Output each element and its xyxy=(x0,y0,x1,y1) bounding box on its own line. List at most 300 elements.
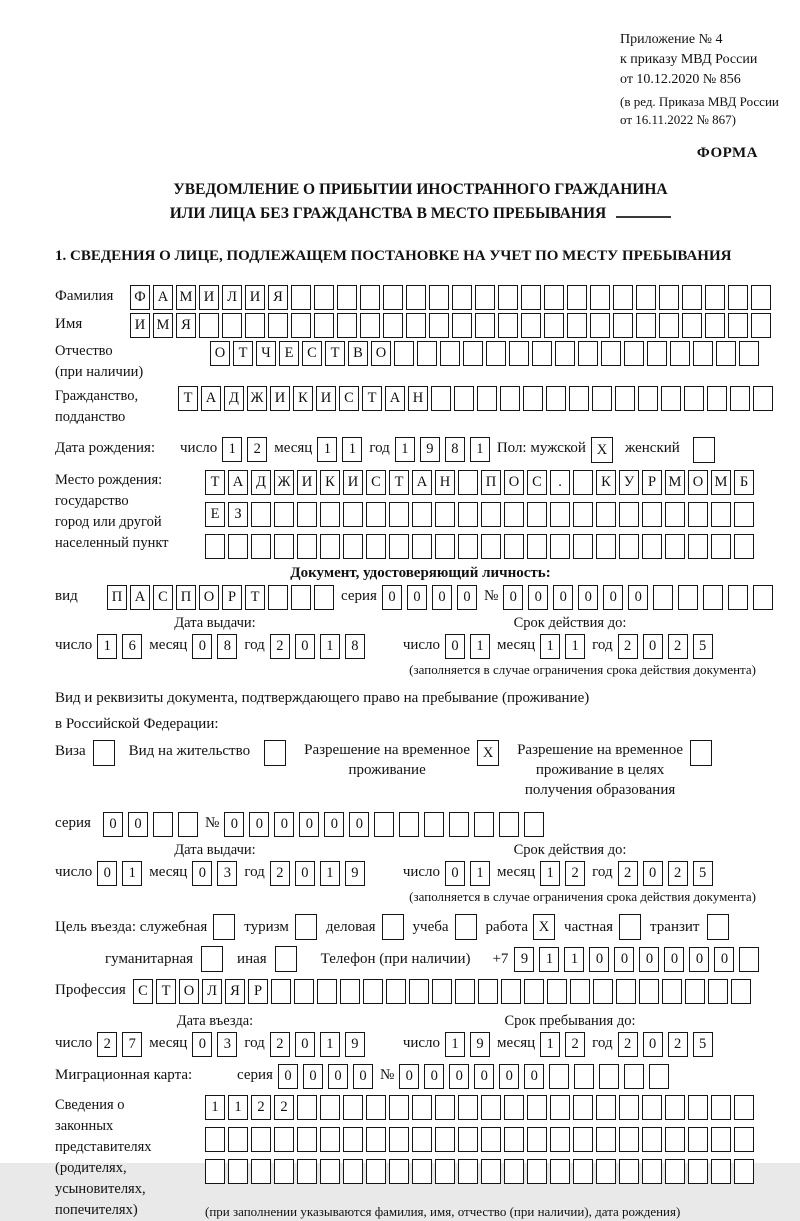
legal-reps-cell[interactable]: 2 xyxy=(274,1095,294,1120)
legal-reps-cell[interactable] xyxy=(435,1159,455,1184)
phone-cell[interactable]: 0 xyxy=(589,947,609,972)
birth-place-cell[interactable] xyxy=(619,502,639,527)
patronymic-cell[interactable] xyxy=(739,341,759,366)
citizenship-cell[interactable]: А xyxy=(201,386,221,411)
surname-cell[interactable] xyxy=(475,285,495,310)
legal-reps-cell[interactable] xyxy=(688,1095,708,1120)
patronymic-cell[interactable] xyxy=(509,341,529,366)
stay-month-cell[interactable]: 2 xyxy=(565,1032,585,1057)
legal-reps-cell[interactable] xyxy=(573,1159,593,1184)
birth-place-cell[interactable] xyxy=(619,534,639,559)
given-name-cell[interactable] xyxy=(659,313,679,338)
identity-issue-month-cell[interactable]: 8 xyxy=(217,634,237,659)
legal-reps-cell[interactable] xyxy=(481,1095,501,1120)
surname-cell[interactable] xyxy=(682,285,702,310)
residence-number-cell[interactable] xyxy=(424,812,444,837)
legal-reps-cell[interactable] xyxy=(458,1127,478,1152)
migration-number-cell[interactable]: 0 xyxy=(449,1064,469,1089)
surname-cell[interactable] xyxy=(498,285,518,310)
residence-issue-year-cell[interactable]: 1 xyxy=(320,861,340,886)
patronymic-cell[interactable] xyxy=(716,341,736,366)
legal-reps-cell[interactable] xyxy=(297,1159,317,1184)
legal-reps-cell[interactable]: 1 xyxy=(205,1095,225,1120)
profession-cell[interactable] xyxy=(593,979,613,1004)
migration-number-cell[interactable]: 0 xyxy=(524,1064,544,1089)
legal-reps-cell[interactable] xyxy=(642,1159,662,1184)
residence-number-cell[interactable] xyxy=(524,812,544,837)
birth-month-cell[interactable]: 1 xyxy=(342,437,362,462)
surname-cell[interactable]: И xyxy=(245,285,265,310)
patronymic-cell[interactable]: Т xyxy=(325,341,345,366)
birth-place-cell[interactable] xyxy=(458,470,478,495)
given-name-cell[interactable] xyxy=(452,313,472,338)
citizenship-cell[interactable]: Д xyxy=(224,386,244,411)
profession-cell[interactable] xyxy=(317,979,337,1004)
surname-cell[interactable]: Ф xyxy=(130,285,150,310)
residence-valid-month-cell[interactable]: 1 xyxy=(540,861,560,886)
identity-issue-year-cell[interactable]: 0 xyxy=(295,634,315,659)
birth-place-cell[interactable] xyxy=(711,502,731,527)
residence-valid-year-cell[interactable]: 5 xyxy=(693,861,713,886)
patronymic-cell[interactable] xyxy=(647,341,667,366)
patronymic-cell[interactable]: Е xyxy=(279,341,299,366)
birth-place-cell[interactable] xyxy=(642,502,662,527)
birth-place-cell[interactable]: К xyxy=(320,470,340,495)
doc-number-cell[interactable]: 0 xyxy=(628,585,648,610)
given-name-cell[interactable] xyxy=(429,313,449,338)
phone-cell[interactable]: 0 xyxy=(664,947,684,972)
citizenship-cell[interactable] xyxy=(523,386,543,411)
entry-year-cell[interactable]: 2 xyxy=(270,1032,290,1057)
legal-reps-cell[interactable] xyxy=(228,1127,248,1152)
entry-day-cell[interactable]: 7 xyxy=(122,1032,142,1057)
residence-issue-year-cell[interactable]: 0 xyxy=(295,861,315,886)
profession-cell[interactable]: С xyxy=(133,979,153,1004)
birth-place-cell[interactable] xyxy=(297,502,317,527)
given-name-cell[interactable] xyxy=(360,313,380,338)
profession-cell[interactable] xyxy=(340,979,360,1004)
residence-issue-month-cell[interactable]: 3 xyxy=(217,861,237,886)
surname-cell[interactable] xyxy=(291,285,311,310)
doc-number-cell[interactable] xyxy=(728,585,748,610)
purpose-business-cell[interactable] xyxy=(382,914,404,940)
surname-cell[interactable] xyxy=(521,285,541,310)
birth-place-cell[interactable] xyxy=(573,502,593,527)
citizenship-cell[interactable] xyxy=(684,386,704,411)
stay-day-cell[interactable]: 1 xyxy=(445,1032,465,1057)
phone-cell[interactable] xyxy=(739,947,759,972)
residence-series-cell[interactable] xyxy=(178,812,198,837)
profession-cell[interactable] xyxy=(708,979,728,1004)
birth-place-cell[interactable]: И xyxy=(343,470,363,495)
birth-place-cell[interactable]: К xyxy=(596,470,616,495)
entry-year-cell[interactable]: 9 xyxy=(345,1032,365,1057)
identity-valid-year-cell[interactable]: 2 xyxy=(618,634,638,659)
birth-place-cell[interactable]: Н xyxy=(435,470,455,495)
patronymic-cell[interactable] xyxy=(486,341,506,366)
doc-kind-cell[interactable]: А xyxy=(130,585,150,610)
profession-cell[interactable] xyxy=(271,979,291,1004)
legal-reps-cell[interactable] xyxy=(711,1127,731,1152)
legal-reps-cell[interactable] xyxy=(642,1095,662,1120)
identity-issue-year-cell[interactable]: 1 xyxy=(320,634,340,659)
patronymic-cell[interactable] xyxy=(417,341,437,366)
patronymic-cell[interactable]: О xyxy=(210,341,230,366)
surname-cell[interactable]: И xyxy=(199,285,219,310)
surname-cell[interactable] xyxy=(751,285,771,310)
legal-reps-cell[interactable] xyxy=(389,1095,409,1120)
legal-reps-cell[interactable] xyxy=(251,1159,271,1184)
legal-reps-cell[interactable] xyxy=(481,1159,501,1184)
given-name-cell[interactable] xyxy=(406,313,426,338)
legal-reps-cell[interactable] xyxy=(343,1159,363,1184)
birth-place-cell[interactable]: С xyxy=(366,470,386,495)
doc-kind-cell[interactable] xyxy=(268,585,288,610)
residence-issue-year-cell[interactable]: 2 xyxy=(270,861,290,886)
birth-place-cell[interactable]: . xyxy=(550,470,570,495)
legal-reps-cell[interactable] xyxy=(619,1159,639,1184)
identity-valid-month-cell[interactable]: 1 xyxy=(565,634,585,659)
citizenship-cell[interactable]: К xyxy=(293,386,313,411)
identity-valid-day-cell[interactable]: 1 xyxy=(470,634,490,659)
legal-reps-cell[interactable] xyxy=(412,1159,432,1184)
doc-series-cell[interactable]: 0 xyxy=(382,585,402,610)
given-name-cell[interactable] xyxy=(475,313,495,338)
migration-number-cell[interactable]: 0 xyxy=(399,1064,419,1089)
residence-number-cell[interactable]: 0 xyxy=(274,812,294,837)
birth-place-cell[interactable] xyxy=(366,502,386,527)
migration-number-cell[interactable]: 0 xyxy=(424,1064,444,1089)
legal-reps-cell[interactable] xyxy=(435,1095,455,1120)
residence-number-cell[interactable] xyxy=(449,812,469,837)
profession-cell[interactable] xyxy=(524,979,544,1004)
legal-reps-cell[interactable]: 2 xyxy=(251,1095,271,1120)
given-name-cell[interactable] xyxy=(705,313,725,338)
given-name-cell[interactable] xyxy=(567,313,587,338)
legal-reps-cell[interactable] xyxy=(665,1127,685,1152)
doc-kind-cell[interactable] xyxy=(291,585,311,610)
birth-place-cell[interactable] xyxy=(596,502,616,527)
birth-place-cell[interactable]: П xyxy=(481,470,501,495)
patronymic-cell[interactable] xyxy=(624,341,644,366)
doc-number-cell[interactable] xyxy=(653,585,673,610)
birth-place-cell[interactable] xyxy=(251,502,271,527)
birth-place-cell[interactable] xyxy=(596,534,616,559)
residence-number-cell[interactable]: 0 xyxy=(299,812,319,837)
birth-place-cell[interactable] xyxy=(734,502,754,527)
birth-place-cell[interactable]: О xyxy=(504,470,524,495)
surname-cell[interactable] xyxy=(659,285,679,310)
citizenship-cell[interactable] xyxy=(454,386,474,411)
entry-day-cell[interactable]: 2 xyxy=(97,1032,117,1057)
residence-valid-year-cell[interactable]: 2 xyxy=(618,861,638,886)
legal-reps-cell[interactable] xyxy=(734,1095,754,1120)
patronymic-cell[interactable]: В xyxy=(348,341,368,366)
surname-cell[interactable] xyxy=(567,285,587,310)
birth-place-cell[interactable] xyxy=(320,502,340,527)
birth-place-cell[interactable] xyxy=(688,534,708,559)
birth-place-cell[interactable] xyxy=(665,502,685,527)
migration-number-cell[interactable] xyxy=(599,1064,619,1089)
purpose-transit-cell[interactable] xyxy=(707,914,729,940)
surname-cell[interactable]: М xyxy=(176,285,196,310)
entry-year-cell[interactable]: 0 xyxy=(295,1032,315,1057)
stay-month-cell[interactable]: 1 xyxy=(540,1032,560,1057)
legal-reps-cell[interactable] xyxy=(688,1159,708,1184)
birth-place-cell[interactable] xyxy=(688,502,708,527)
legal-reps-cell[interactable] xyxy=(366,1127,386,1152)
doc-number-cell[interactable] xyxy=(678,585,698,610)
surname-cell[interactable]: Л xyxy=(222,285,242,310)
given-name-cell[interactable] xyxy=(751,313,771,338)
residence-series-cell[interactable] xyxy=(153,812,173,837)
given-name-cell[interactable]: М xyxy=(153,313,173,338)
stay-year-cell[interactable]: 0 xyxy=(643,1032,663,1057)
legal-reps-cell[interactable] xyxy=(711,1095,731,1120)
birth-place-cell[interactable]: Т xyxy=(389,470,409,495)
surname-cell[interactable] xyxy=(544,285,564,310)
birth-day-cell[interactable]: 2 xyxy=(247,437,267,462)
purpose-tourism-cell[interactable] xyxy=(295,914,317,940)
birth-place-cell[interactable] xyxy=(642,534,662,559)
profession-cell[interactable] xyxy=(616,979,636,1004)
legal-reps-cell[interactable] xyxy=(205,1159,225,1184)
doc-kind-cell[interactable]: С xyxy=(153,585,173,610)
birth-place-cell[interactable]: Т xyxy=(205,470,225,495)
doc-kind-cell[interactable]: Т xyxy=(245,585,265,610)
citizenship-cell[interactable]: Ж xyxy=(247,386,267,411)
birth-place-cell[interactable] xyxy=(435,534,455,559)
residence-number-cell[interactable] xyxy=(474,812,494,837)
migration-number-cell[interactable] xyxy=(574,1064,594,1089)
legal-reps-cell[interactable] xyxy=(596,1159,616,1184)
birth-place-cell[interactable] xyxy=(412,534,432,559)
doc-kind-cell[interactable]: П xyxy=(176,585,196,610)
residence-valid-year-cell[interactable]: 2 xyxy=(668,861,688,886)
identity-issue-day-cell[interactable]: 1 xyxy=(97,634,117,659)
doc-kind-cell[interactable]: П xyxy=(107,585,127,610)
legal-reps-cell[interactable] xyxy=(619,1095,639,1120)
entry-month-cell[interactable]: 0 xyxy=(192,1032,212,1057)
residence-series-cell[interactable]: 0 xyxy=(103,812,123,837)
surname-cell[interactable] xyxy=(429,285,449,310)
citizenship-cell[interactable] xyxy=(431,386,451,411)
birth-place-cell[interactable] xyxy=(573,470,593,495)
birth-place-cell[interactable] xyxy=(274,502,294,527)
profession-cell[interactable] xyxy=(547,979,567,1004)
migration-number-cell[interactable] xyxy=(549,1064,569,1089)
birth-place-cell[interactable] xyxy=(412,502,432,527)
given-name-cell[interactable] xyxy=(590,313,610,338)
purpose-private-cell[interactable] xyxy=(619,914,641,940)
phone-cell[interactable]: 0 xyxy=(639,947,659,972)
given-name-cell[interactable] xyxy=(544,313,564,338)
birth-place-cell[interactable] xyxy=(550,534,570,559)
identity-valid-month-cell[interactable]: 1 xyxy=(540,634,560,659)
doc-series-cell[interactable]: 0 xyxy=(457,585,477,610)
birth-place-cell[interactable]: А xyxy=(412,470,432,495)
profession-cell[interactable] xyxy=(731,979,751,1004)
patronymic-cell[interactable]: Т xyxy=(233,341,253,366)
residence-number-cell[interactable]: 0 xyxy=(224,812,244,837)
residence-valid-month-cell[interactable]: 2 xyxy=(565,861,585,886)
residence-valid-year-cell[interactable]: 0 xyxy=(643,861,663,886)
profession-cell[interactable]: Я xyxy=(225,979,245,1004)
patronymic-cell[interactable] xyxy=(555,341,575,366)
legal-reps-cell[interactable] xyxy=(458,1159,478,1184)
stay-year-cell[interactable]: 2 xyxy=(668,1032,688,1057)
identity-valid-year-cell[interactable]: 0 xyxy=(643,634,663,659)
surname-cell[interactable] xyxy=(728,285,748,310)
birth-place-cell[interactable] xyxy=(274,534,294,559)
given-name-cell[interactable] xyxy=(383,313,403,338)
legal-reps-cell[interactable] xyxy=(504,1095,524,1120)
doc-number-cell[interactable]: 0 xyxy=(528,585,548,610)
citizenship-cell[interactable]: Т xyxy=(362,386,382,411)
residence-permit-checkbox-cell[interactable] xyxy=(264,740,286,766)
doc-kind-cell[interactable] xyxy=(314,585,334,610)
legal-reps-cell[interactable] xyxy=(550,1095,570,1120)
given-name-cell[interactable] xyxy=(291,313,311,338)
surname-cell[interactable]: А xyxy=(153,285,173,310)
identity-valid-year-cell[interactable]: 5 xyxy=(693,634,713,659)
legal-reps-cell[interactable] xyxy=(550,1159,570,1184)
phone-cell[interactable]: 1 xyxy=(539,947,559,972)
given-name-cell[interactable] xyxy=(245,313,265,338)
birth-year-cell[interactable]: 1 xyxy=(395,437,415,462)
legal-reps-cell[interactable] xyxy=(573,1127,593,1152)
birth-place-cell[interactable] xyxy=(481,534,501,559)
legal-reps-cell[interactable] xyxy=(550,1127,570,1152)
migration-series-cell[interactable]: 0 xyxy=(278,1064,298,1089)
given-name-cell[interactable]: И xyxy=(130,313,150,338)
citizenship-cell[interactable]: А xyxy=(385,386,405,411)
patronymic-cell[interactable] xyxy=(394,341,414,366)
residence-number-cell[interactable] xyxy=(399,812,419,837)
patronymic-cell[interactable] xyxy=(670,341,690,366)
surname-cell[interactable] xyxy=(705,285,725,310)
profession-cell[interactable] xyxy=(363,979,383,1004)
legal-reps-cell[interactable] xyxy=(366,1095,386,1120)
residence-number-cell[interactable] xyxy=(374,812,394,837)
legal-reps-cell[interactable] xyxy=(412,1127,432,1152)
legal-reps-cell[interactable] xyxy=(734,1159,754,1184)
birth-place-cell[interactable] xyxy=(504,502,524,527)
birth-place-cell[interactable]: Е xyxy=(205,502,225,527)
legal-reps-cell[interactable] xyxy=(619,1127,639,1152)
birth-place-cell[interactable]: Ж xyxy=(274,470,294,495)
profession-cell[interactable] xyxy=(570,979,590,1004)
profession-cell[interactable] xyxy=(685,979,705,1004)
legal-reps-cell[interactable] xyxy=(504,1127,524,1152)
legal-reps-cell[interactable] xyxy=(435,1127,455,1152)
doc-number-cell[interactable] xyxy=(753,585,773,610)
birth-year-cell[interactable]: 8 xyxy=(445,437,465,462)
doc-number-cell[interactable]: 0 xyxy=(503,585,523,610)
temp-permit-checkbox-cell[interactable]: X xyxy=(477,740,499,766)
identity-issue-day-cell[interactable]: 6 xyxy=(122,634,142,659)
birth-month-cell[interactable]: 1 xyxy=(317,437,337,462)
surname-cell[interactable]: Я xyxy=(268,285,288,310)
birth-place-cell[interactable]: Д xyxy=(251,470,271,495)
doc-number-cell[interactable]: 0 xyxy=(578,585,598,610)
legal-reps-cell[interactable] xyxy=(343,1095,363,1120)
legal-reps-cell[interactable] xyxy=(481,1127,501,1152)
surname-cell[interactable] xyxy=(383,285,403,310)
profession-cell[interactable] xyxy=(409,979,429,1004)
patronymic-cell[interactable] xyxy=(532,341,552,366)
residence-valid-day-cell[interactable]: 1 xyxy=(470,861,490,886)
stay-year-cell[interactable]: 5 xyxy=(693,1032,713,1057)
birth-place-cell[interactable]: М xyxy=(665,470,685,495)
profession-cell[interactable]: Л xyxy=(202,979,222,1004)
patronymic-cell[interactable]: Ч xyxy=(256,341,276,366)
birth-place-cell[interactable] xyxy=(320,534,340,559)
identity-valid-day-cell[interactable]: 0 xyxy=(445,634,465,659)
surname-cell[interactable] xyxy=(406,285,426,310)
legal-reps-cell[interactable] xyxy=(320,1159,340,1184)
residence-number-cell[interactable] xyxy=(499,812,519,837)
birth-place-cell[interactable] xyxy=(251,534,271,559)
phone-cell[interactable]: 0 xyxy=(714,947,734,972)
given-name-cell[interactable] xyxy=(613,313,633,338)
legal-reps-cell[interactable] xyxy=(205,1127,225,1152)
residence-number-cell[interactable]: 0 xyxy=(249,812,269,837)
legal-reps-cell[interactable] xyxy=(251,1127,271,1152)
birth-place-cell[interactable]: А xyxy=(228,470,248,495)
citizenship-cell[interactable]: И xyxy=(270,386,290,411)
legal-reps-cell[interactable] xyxy=(665,1095,685,1120)
legal-reps-cell[interactable]: 1 xyxy=(228,1095,248,1120)
sex-female-checkbox-cell[interactable] xyxy=(693,437,715,463)
birth-place-cell[interactable] xyxy=(481,502,501,527)
citizenship-cell[interactable]: И xyxy=(316,386,336,411)
legal-reps-cell[interactable] xyxy=(297,1095,317,1120)
purpose-official-cell[interactable] xyxy=(213,914,235,940)
legal-reps-cell[interactable] xyxy=(711,1159,731,1184)
migration-number-cell[interactable] xyxy=(624,1064,644,1089)
residence-number-cell[interactable]: 0 xyxy=(349,812,369,837)
doc-number-cell[interactable]: 0 xyxy=(553,585,573,610)
citizenship-cell[interactable]: Н xyxy=(408,386,428,411)
legal-reps-cell[interactable] xyxy=(527,1159,547,1184)
citizenship-cell[interactable]: Т xyxy=(178,386,198,411)
birth-place-cell[interactable] xyxy=(711,534,731,559)
birth-place-cell[interactable]: М xyxy=(711,470,731,495)
citizenship-cell[interactable] xyxy=(477,386,497,411)
legal-reps-cell[interactable] xyxy=(320,1127,340,1152)
migration-number-cell[interactable]: 0 xyxy=(474,1064,494,1089)
migration-series-cell[interactable]: 0 xyxy=(353,1064,373,1089)
birth-place-cell[interactable] xyxy=(527,502,547,527)
phone-cell[interactable]: 9 xyxy=(514,947,534,972)
given-name-cell[interactable] xyxy=(498,313,518,338)
legal-reps-cell[interactable] xyxy=(527,1127,547,1152)
birth-place-cell[interactable]: У xyxy=(619,470,639,495)
legal-reps-cell[interactable] xyxy=(527,1095,547,1120)
residence-valid-day-cell[interactable]: 0 xyxy=(445,861,465,886)
citizenship-cell[interactable] xyxy=(500,386,520,411)
birth-place-cell[interactable] xyxy=(504,534,524,559)
profession-cell[interactable] xyxy=(432,979,452,1004)
patronymic-cell[interactable] xyxy=(693,341,713,366)
legal-reps-cell[interactable] xyxy=(688,1127,708,1152)
legal-reps-cell[interactable] xyxy=(274,1159,294,1184)
birth-place-cell[interactable]: С xyxy=(527,470,547,495)
profession-cell[interactable] xyxy=(501,979,521,1004)
birth-place-cell[interactable]: И xyxy=(297,470,317,495)
birth-place-cell[interactable] xyxy=(389,534,409,559)
